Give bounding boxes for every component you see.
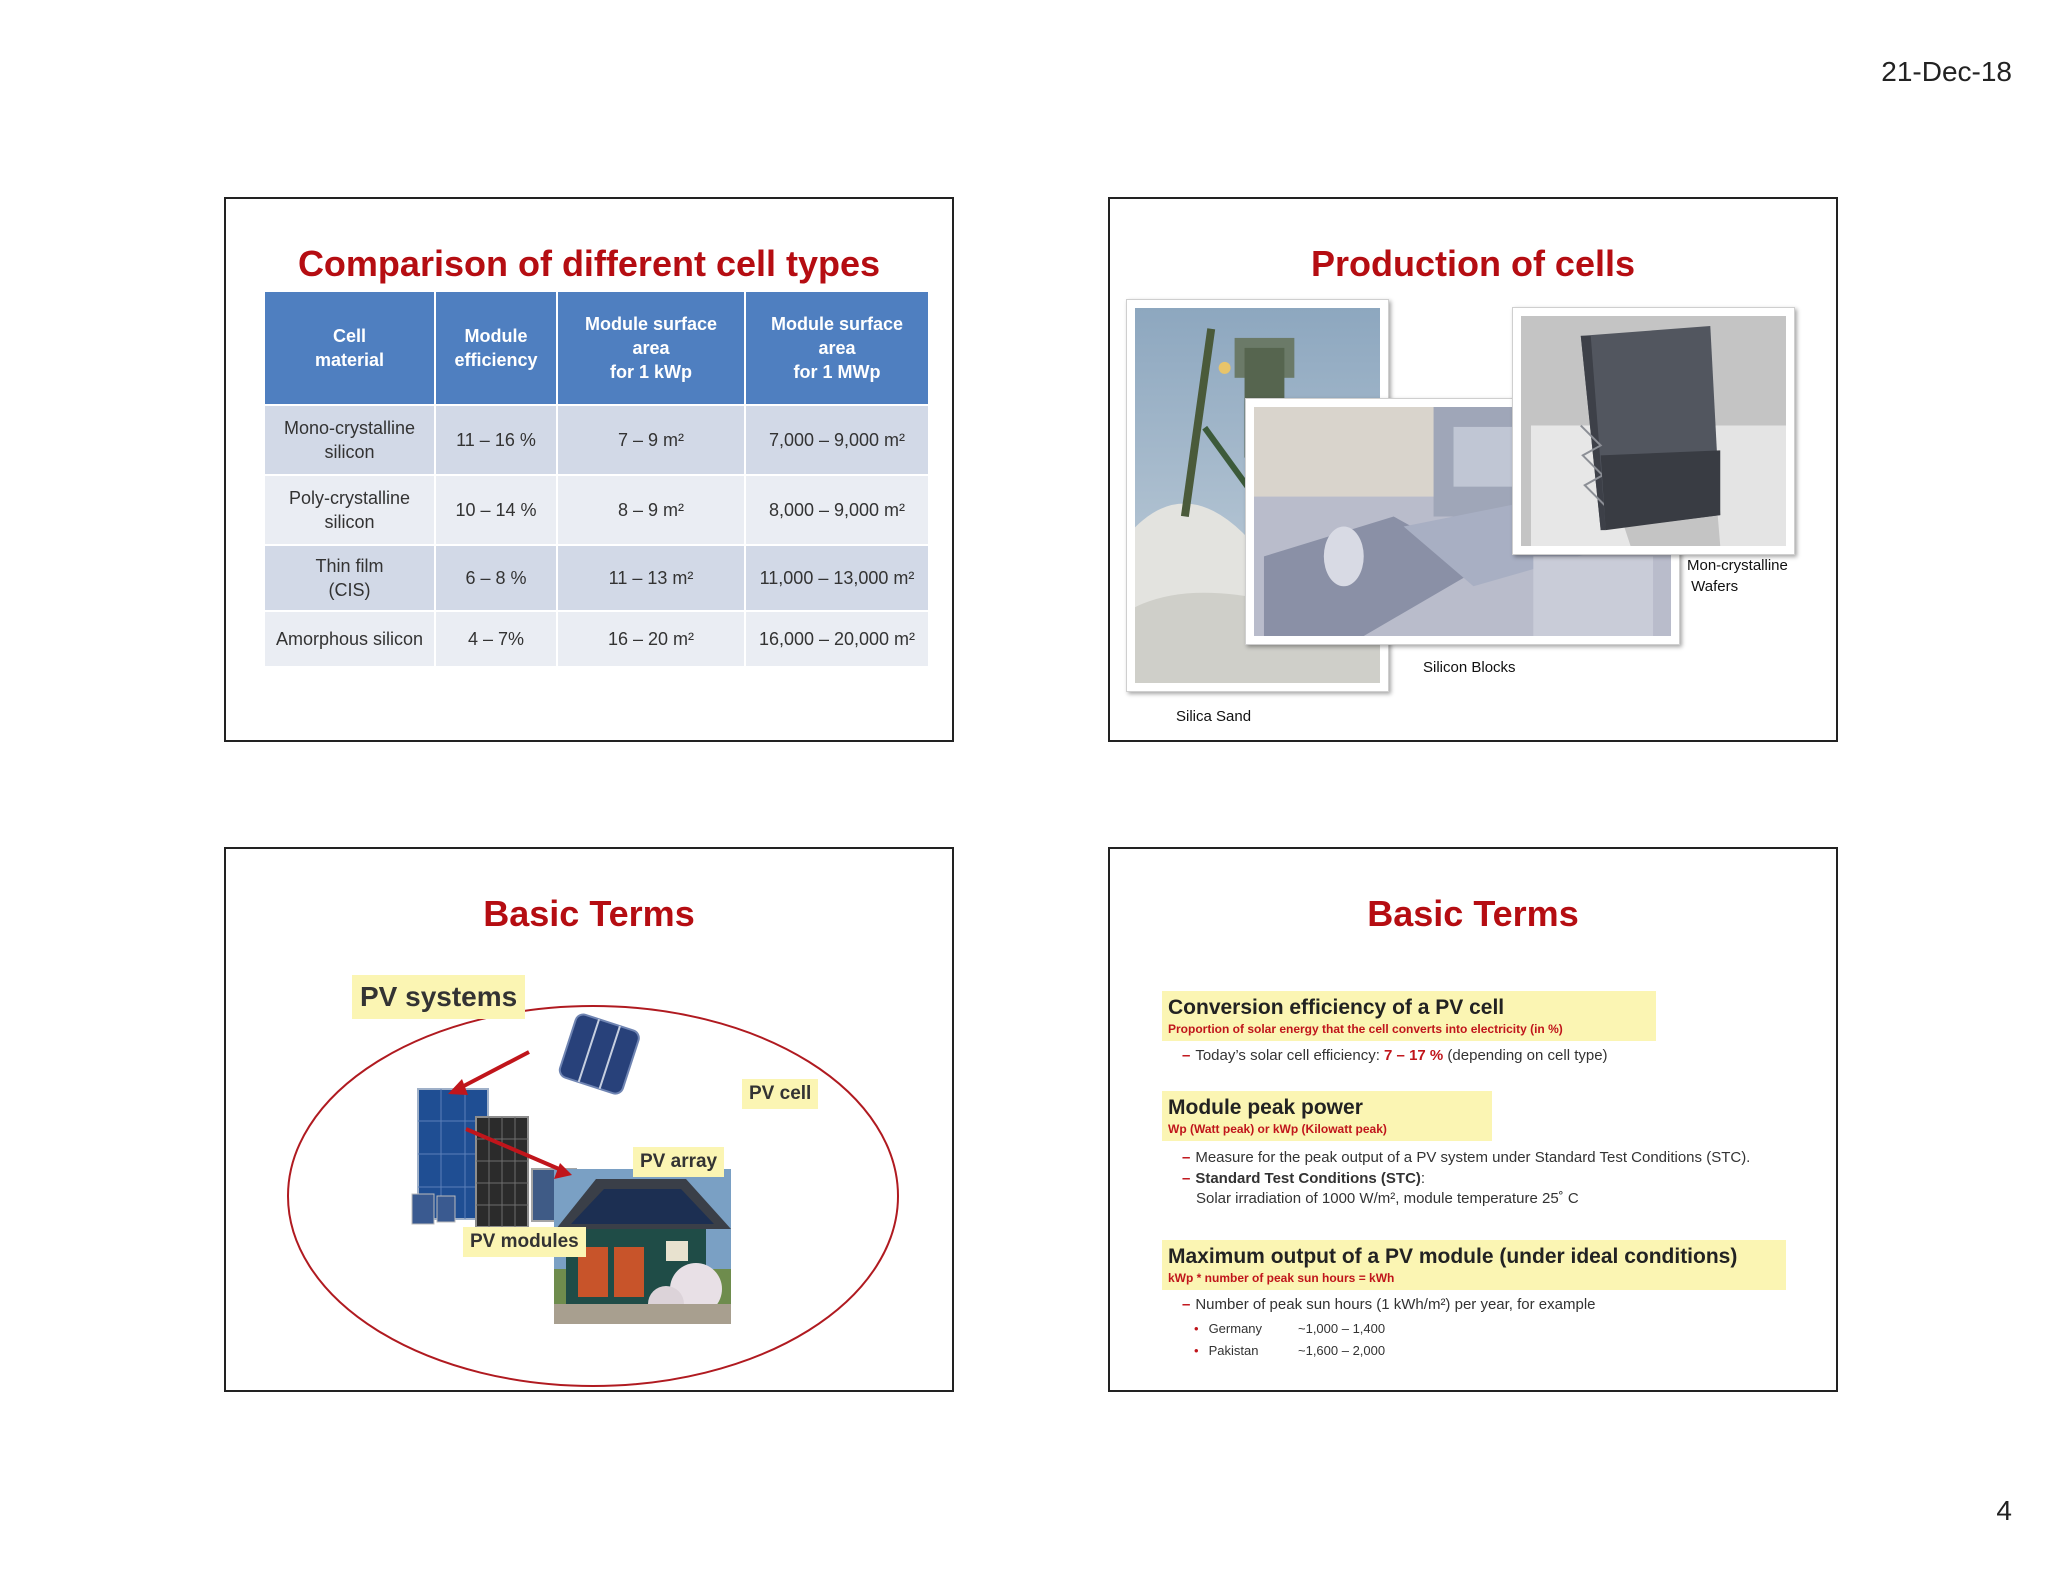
cell-efficiency: 10 – 14 % [436, 474, 558, 544]
term-subheading: Proportion of solar energy that the cell converts into electricity (in %) [1168, 1022, 1563, 1036]
term-heading: Module peak power [1168, 1096, 1363, 1119]
term-module-peak-power [1162, 1091, 1492, 1141]
slide-title: Comparison of different cell types [297, 243, 881, 284]
efficiency-bullet: – Today’s solar cell efficiency: 7 – 17 % (depending on cell type) [1182, 1047, 1608, 1064]
table-row [265, 544, 928, 610]
bullet-dash: – [1182, 1296, 1191, 1313]
table-row [265, 474, 928, 544]
label-pv-cell: PV cell [742, 1079, 818, 1109]
cell-area-kwp: 8 – 9 m² [558, 474, 746, 544]
wafers-photo [1512, 307, 1795, 555]
header-module-efficiency: Module efficiency [436, 292, 558, 404]
label-pv-systems: PV systems [352, 975, 525, 1019]
stc-detail: Solar irradiation of 1000 W/m², module temperature 25˚ C [1196, 1190, 1579, 1207]
cell-area-kwp: 11 – 13 m² [558, 544, 746, 610]
cell-material: Poly-crystalline silicon [265, 474, 436, 544]
bullet-dash: – [1182, 1170, 1191, 1187]
caption-wafers: Mon-crystalline Wafers [1687, 557, 1788, 595]
cell-material: Thin film (CIS) [265, 544, 436, 610]
pv-modules-illustration [412, 1089, 576, 1227]
slide-production-of-cells [1108, 197, 1838, 742]
table-row [265, 610, 928, 666]
term-subheading: kWp * number of peak sun hours = kWh [1168, 1271, 1395, 1285]
term-maximum-output [1162, 1240, 1786, 1290]
pv-systems-diagram [226, 849, 952, 1390]
slide-title: Basic Terms [483, 893, 695, 934]
slide-cell-comparison [224, 197, 954, 742]
table-header-row [265, 292, 928, 404]
example-pakistan: • Pakistan ~1,600 – 2,000 [1194, 1343, 1386, 1358]
header-cell-material: Cell material [265, 292, 436, 404]
cell-area-kwp: 16 – 20 m² [558, 610, 746, 666]
header-area-mwp: Module surface area for 1 MWp [746, 292, 928, 404]
peak-power-bullet-2: – Standard Test Conditions (STC): [1182, 1170, 1426, 1187]
bullet-dot: • [1194, 1343, 1199, 1358]
label-pv-array: PV array [633, 1147, 724, 1177]
cell-area-mwp: 8,000 – 9,000 m² [746, 474, 928, 544]
cell-efficiency: 6 – 8 % [436, 544, 558, 610]
page-date: 21-Dec-18 [1881, 56, 2012, 87]
page-number: 4 [1996, 1495, 2012, 1526]
caption-silicon-blocks: Silicon Blocks [1423, 659, 1516, 676]
cell-area-mwp: 7,000 – 9,000 m² [746, 404, 928, 474]
slide-title: Basic Terms [1367, 893, 1579, 934]
cell-comparison-table [265, 292, 928, 666]
bullet-dot: • [1194, 1321, 1199, 1336]
slide-title: Production of cells [1310, 243, 1636, 284]
cell-material: Mono-crystalline silicon [265, 404, 436, 474]
peak-power-bullet-1: – Measure for the peak output of a PV system under Standard Test Conditions (STC). [1182, 1149, 1751, 1166]
slide-basic-terms-diagram [224, 847, 954, 1392]
caption-silica-sand: Silica Sand [1176, 708, 1252, 725]
cell-material: Amorphous silicon [265, 610, 436, 666]
cell-efficiency: 11 – 16 % [436, 404, 558, 474]
table-row [265, 404, 928, 474]
cell-efficiency: 4 – 7% [436, 610, 558, 666]
slide-basic-terms-definitions [1108, 847, 1838, 1392]
bullet-dash: – [1182, 1047, 1191, 1064]
bullet-dash: – [1182, 1149, 1191, 1166]
term-conversion-efficiency [1162, 991, 1656, 1041]
example-germany: • Germany ~1,000 – 1,400 [1194, 1321, 1386, 1336]
term-heading: Conversion efficiency of a PV cell [1168, 996, 1505, 1019]
sun-hours-bullet: – Number of peak sun hours (1 kWh/m²) per year, for example [1182, 1296, 1596, 1313]
label-pv-modules: PV modules [463, 1227, 586, 1257]
cell-area-mwp: 11,000 – 13,000 m² [746, 544, 928, 610]
term-subheading: Wp (Watt peak) or kWp (Kilowatt peak) [1168, 1122, 1387, 1136]
pv-cell-illustration [558, 1012, 641, 1095]
header-area-kwp: Module surface area for 1 kWp [558, 292, 746, 404]
cell-area-mwp: 16,000 – 20,000 m² [746, 610, 928, 666]
term-heading: Maximum output of a PV module (under ideal conditions) [1168, 1245, 1738, 1268]
cell-area-kwp: 7 – 9 m² [558, 404, 746, 474]
